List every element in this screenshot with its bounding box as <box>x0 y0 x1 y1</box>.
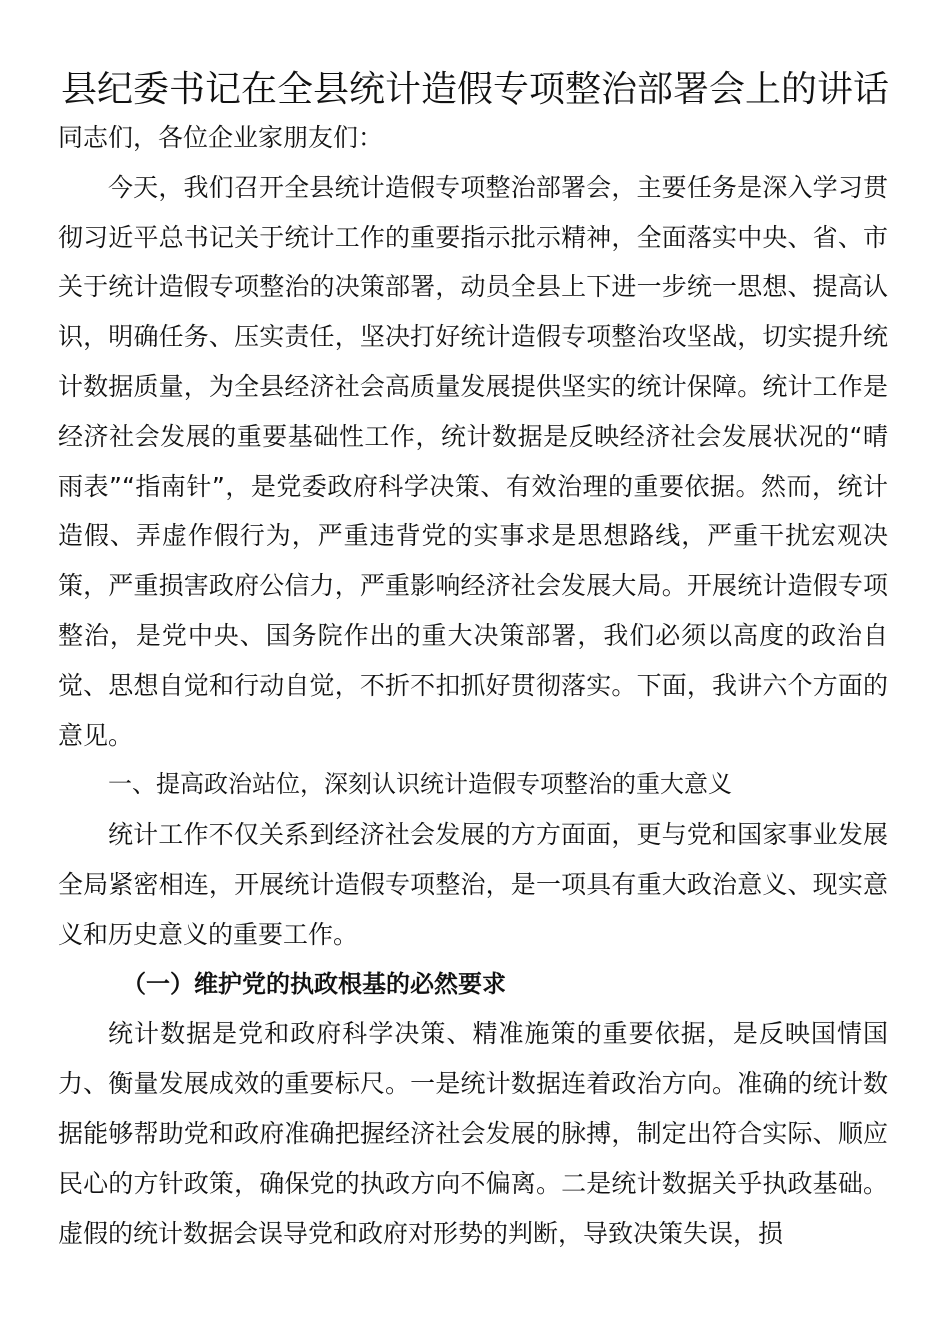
document-title: 县纪委书记在全县统计造假专项整治部署会上的讲话 <box>60 69 889 110</box>
document-body <box>58 113 888 1258</box>
salutation: 同志们，各位企业家朋友们： <box>58 123 384 152</box>
paragraph-opening: 今天，我们召开全县统计造假专项整治部署会，主要任务是深入学习贯彻习近平总书记关于统计工作的重要指示批示精神，全面落实中央、省、市关于统计造假专项整治的决策部署，动员全县上下进一步统一思想、提高认识，明确任务、压实责任，坚决打好统计造假专项整治攻坚战，切实提升统计数据质量，为全县经济社会高质量发展提供坚实的统计保障。统计工作是经济社会发展的重要基础性工作，统计数据是反映经济社会发展状况的“晴雨表”“指南针”，是党委政府科学决策、有效治理的重要依据。然而，统计造假、弄虚作假行为，严重违背党的实事求是思想路线，严重干扰宏观决策，严重损害政府公信力，严重影响经济社会发展大局。开展统计造假专项整治，是党中央、国务院作出的重大决策部署，我们必须以高度的政治自觉、思想自觉和行动自觉，不折不扣抓好贯彻落实。下面，我讲六个方面的意见。 <box>58 172 888 750</box>
section-heading-1: 一、提高政治站位，深刻认识统计造假专项整治的重大意义 <box>108 770 732 799</box>
paragraph-section-intro: 统计工作不仅关系到经济社会发展的方方面面，更与党和国家事业发展全局紧密相连，开展统计造假专项整治，是一项具有重大政治意义、现实意义和历史意义的重要工作。 <box>58 820 888 949</box>
subsection-heading-1: （一）维护党的执政根基的必然要求 <box>122 969 506 998</box>
paragraph-subsection-1: 统计数据是党和政府科学决策、精准施策的重要依据，是反映国情国力、衡量发展成效的重要标尺。一是统计数据连着政治方向。准确的统计数据能够帮助党和政府准确把握经济社会发展的脉搏，制定出符合实际、顺应民心的方针政策，确保党的执政方向不偏离。二是统计数据关乎执政基础。虚假的统计数据会误导党和政府对形势的判断，导致决策失误，损 <box>58 1019 888 1248</box>
